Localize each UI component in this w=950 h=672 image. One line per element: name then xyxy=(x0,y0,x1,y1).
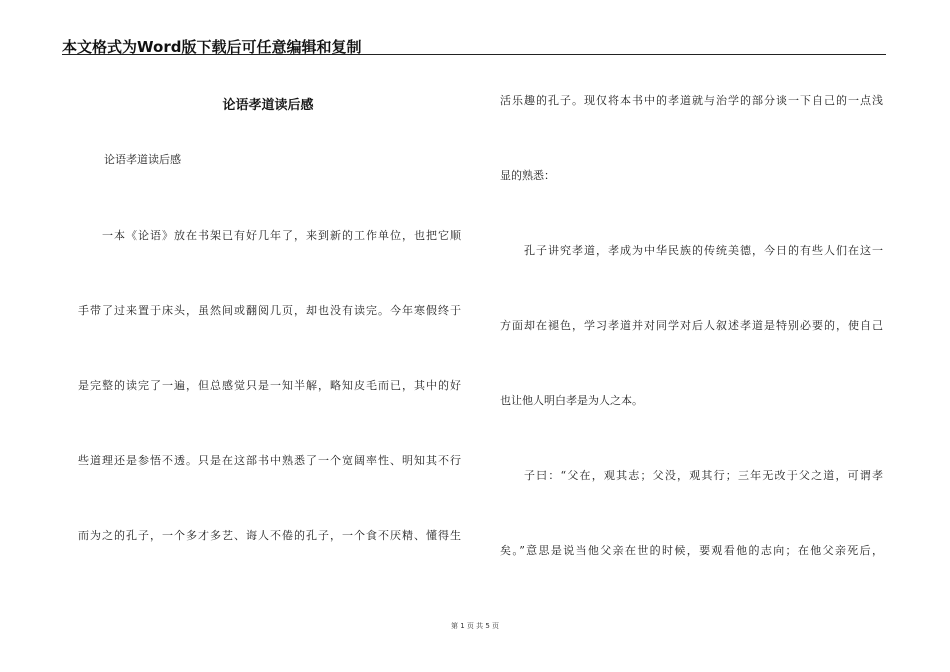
paragraph-line: 活乐趣的孔子。现仅将本书中的孝道就与治学的部分谈一下自己的一点浅 xyxy=(500,94,883,107)
page-number: 第 1 页 共 5 页 xyxy=(450,622,500,630)
paragraph-line: 子曰：“父在，观其志；父没，观其行；三年无改于父之道，可谓孝 xyxy=(524,469,883,482)
paragraph-line: 显的熟悉： xyxy=(500,169,555,182)
paragraph-line: 些道理还是参悟不透。只是在这部书中熟悉了一个宽阔率性、明知其不行 xyxy=(78,454,461,467)
paragraph-line: 一本《论语》放在书架已有好几年了，来到新的工作单位，也把它顺 xyxy=(102,229,461,242)
paragraph-line: 也让他人明白孝是为人之本。 xyxy=(500,394,643,407)
document-header: 本文格式为Word版下载后可任意编辑和复制 xyxy=(62,38,362,56)
paragraph-line: 论语孝道读后感 xyxy=(104,153,181,166)
paragraph-line: 手带了过来置于床头，虽然间或翻阅几页，却也没有读完。今年寒假终于 xyxy=(78,304,461,317)
header-divider xyxy=(62,54,886,55)
document-title: 论语孝道读后感 xyxy=(222,98,314,113)
paragraph-line: 孔子讲究孝道，孝成为中华民族的传统美德，今日的有些人们在这一 xyxy=(524,244,883,257)
paragraph-line: 而为之的孔子，一个多才多艺、诲人不倦的孔子，一个食不厌精、懂得生 xyxy=(78,529,461,542)
paragraph-line: 矣。”意思是说当他父亲在世的时候，要观看他的志向；在他父亲死后， xyxy=(500,544,883,557)
paragraph-line: 方面却在褪色，学习孝道并对同学对后人叙述孝道是特别必要的，使自己 xyxy=(500,319,883,332)
paragraph-line: 是完整的读完了一遍，但总感觉只是一知半解，略知皮毛而已，其中的好 xyxy=(78,379,461,392)
